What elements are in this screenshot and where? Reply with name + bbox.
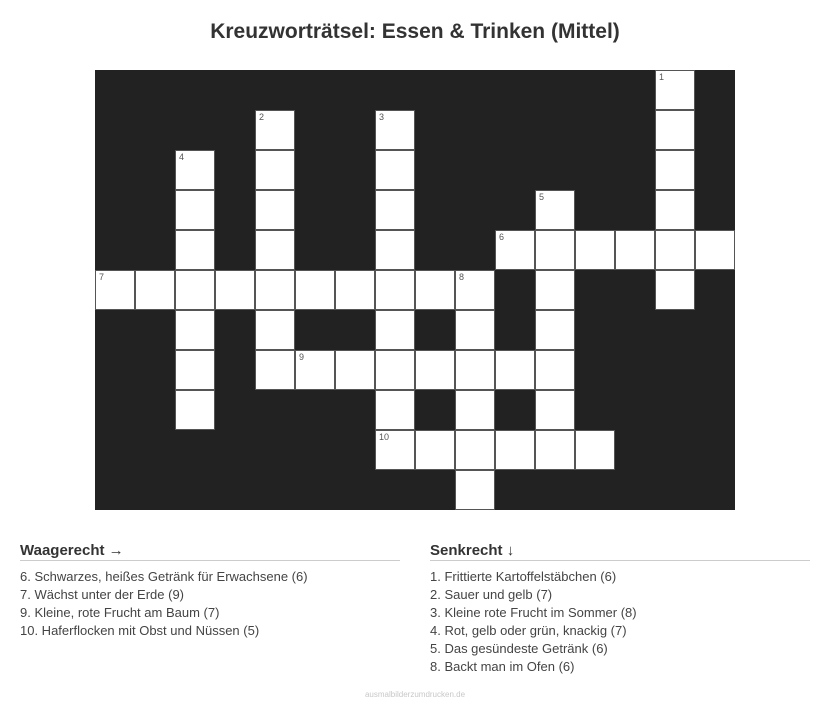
crossword-cell[interactable] [375, 150, 415, 190]
crossword-cell[interactable] [535, 430, 575, 470]
crossword-cell[interactable] [495, 230, 535, 270]
crossword-cell[interactable] [655, 150, 695, 190]
down-clue: 3. Kleine rote Frucht im Sommer (8) [430, 605, 637, 620]
crossword-cell[interactable] [175, 190, 215, 230]
crossword-cell[interactable] [175, 270, 215, 310]
crossword-cell[interactable] [655, 190, 695, 230]
crossword-cell[interactable] [655, 270, 695, 310]
puzzle-title: Kreuzworträtsel: Essen & Trinken (Mittel) [210, 20, 620, 43]
down-clue: 1. Frittierte Kartoffelstäbchen (6) [430, 569, 617, 584]
across-clues [20, 541, 400, 640]
crossword-cell[interactable] [255, 270, 295, 310]
crossword-cell[interactable] [375, 310, 415, 350]
down-heading: Senkrecht ↓ [430, 541, 810, 561]
crossword-cell[interactable] [255, 350, 295, 390]
crossword-cell[interactable] [455, 350, 495, 390]
crossword-cell[interactable] [95, 270, 135, 310]
across-clue: 7. Wächst unter der Erde (9) [20, 587, 185, 602]
crossword-cell[interactable] [255, 190, 295, 230]
crossword-cell[interactable] [295, 350, 335, 390]
crossword-cell[interactable] [455, 470, 495, 510]
crossword-cell[interactable] [335, 350, 375, 390]
crossword-cell[interactable] [575, 230, 615, 270]
crossword-cell[interactable] [175, 230, 215, 270]
crossword-cell[interactable] [535, 270, 575, 310]
crossword-cell[interactable] [535, 390, 575, 430]
crossword-cell[interactable] [255, 230, 295, 270]
footer-watermark: ausmalbilderzumdrucken.de [364, 690, 466, 699]
cell-number: 8 [459, 272, 465, 282]
crossword-grid [95, 70, 735, 510]
crossword-cell[interactable] [455, 310, 495, 350]
cell-number: 5 [539, 192, 545, 202]
crossword-cell[interactable] [535, 230, 575, 270]
down-clue: 4. Rot, gelb oder grün, knackig (7) [430, 623, 627, 638]
crossword-cell[interactable] [375, 350, 415, 390]
crossword-cell[interactable] [535, 350, 575, 390]
crossword-cell[interactable] [535, 310, 575, 350]
crossword-cell[interactable] [175, 350, 215, 390]
down-clue: 2. Sauer und gelb (7) [430, 587, 553, 602]
crossword-cell[interactable] [295, 270, 335, 310]
crossword-cell[interactable] [175, 310, 215, 350]
cell-number: 10 [379, 432, 390, 442]
crossword-cell[interactable] [655, 70, 695, 110]
crossword-cell[interactable] [655, 110, 695, 150]
crossword-cell[interactable] [415, 270, 455, 310]
crossword-cell[interactable] [695, 230, 735, 270]
cell-number: 6 [499, 232, 505, 242]
crossword-cell[interactable] [415, 430, 455, 470]
crossword-cell[interactable] [455, 390, 495, 430]
across-clue: 9. Kleine, rote Frucht am Baum (7) [20, 605, 220, 620]
crossword-cell[interactable] [375, 230, 415, 270]
cell-number: 2 [259, 112, 265, 122]
crossword-cell[interactable] [495, 430, 535, 470]
cell-number: 3 [379, 112, 385, 122]
crossword-cell[interactable] [375, 270, 415, 310]
crossword-cell[interactable] [455, 430, 495, 470]
crossword-cell[interactable] [615, 230, 655, 270]
cell-number: 1 [659, 72, 665, 82]
crossword-cell[interactable] [175, 150, 215, 190]
crossword-cell[interactable] [255, 110, 295, 150]
crossword-cell[interactable] [455, 270, 495, 310]
crossword-cell[interactable] [375, 430, 415, 470]
crossword-cell[interactable] [215, 270, 255, 310]
crossword-cell[interactable] [135, 270, 175, 310]
cell-number: 4 [179, 152, 185, 162]
crossword-cell[interactable] [255, 150, 295, 190]
crossword-cell[interactable] [255, 310, 295, 350]
down-clue: 5. Das gesündeste Getränk (6) [430, 641, 608, 656]
across-clue: 6. Schwarzes, heißes Getränk für Erwachsene (6) [20, 569, 308, 584]
crossword-cell[interactable] [535, 190, 575, 230]
crossword-cell[interactable] [175, 390, 215, 430]
crossword-cell[interactable] [375, 390, 415, 430]
across-clue: 10. Haferflocken mit Obst und Nüssen (5) [20, 623, 260, 638]
crossword-cell[interactable] [375, 110, 415, 150]
down-clue: 8. Backt man im Ofen (6) [430, 659, 575, 674]
across-heading: Waagerecht → [20, 541, 400, 561]
crossword-cell[interactable] [575, 430, 615, 470]
cell-number: 9 [299, 352, 305, 362]
cell-number: 7 [99, 272, 105, 282]
crossword-cell[interactable] [335, 270, 375, 310]
crossword-cell[interactable] [375, 190, 415, 230]
crossword-cell[interactable] [655, 230, 695, 270]
crossword-cell[interactable] [495, 350, 535, 390]
down-clues [430, 541, 810, 676]
crossword-cell[interactable] [415, 350, 455, 390]
